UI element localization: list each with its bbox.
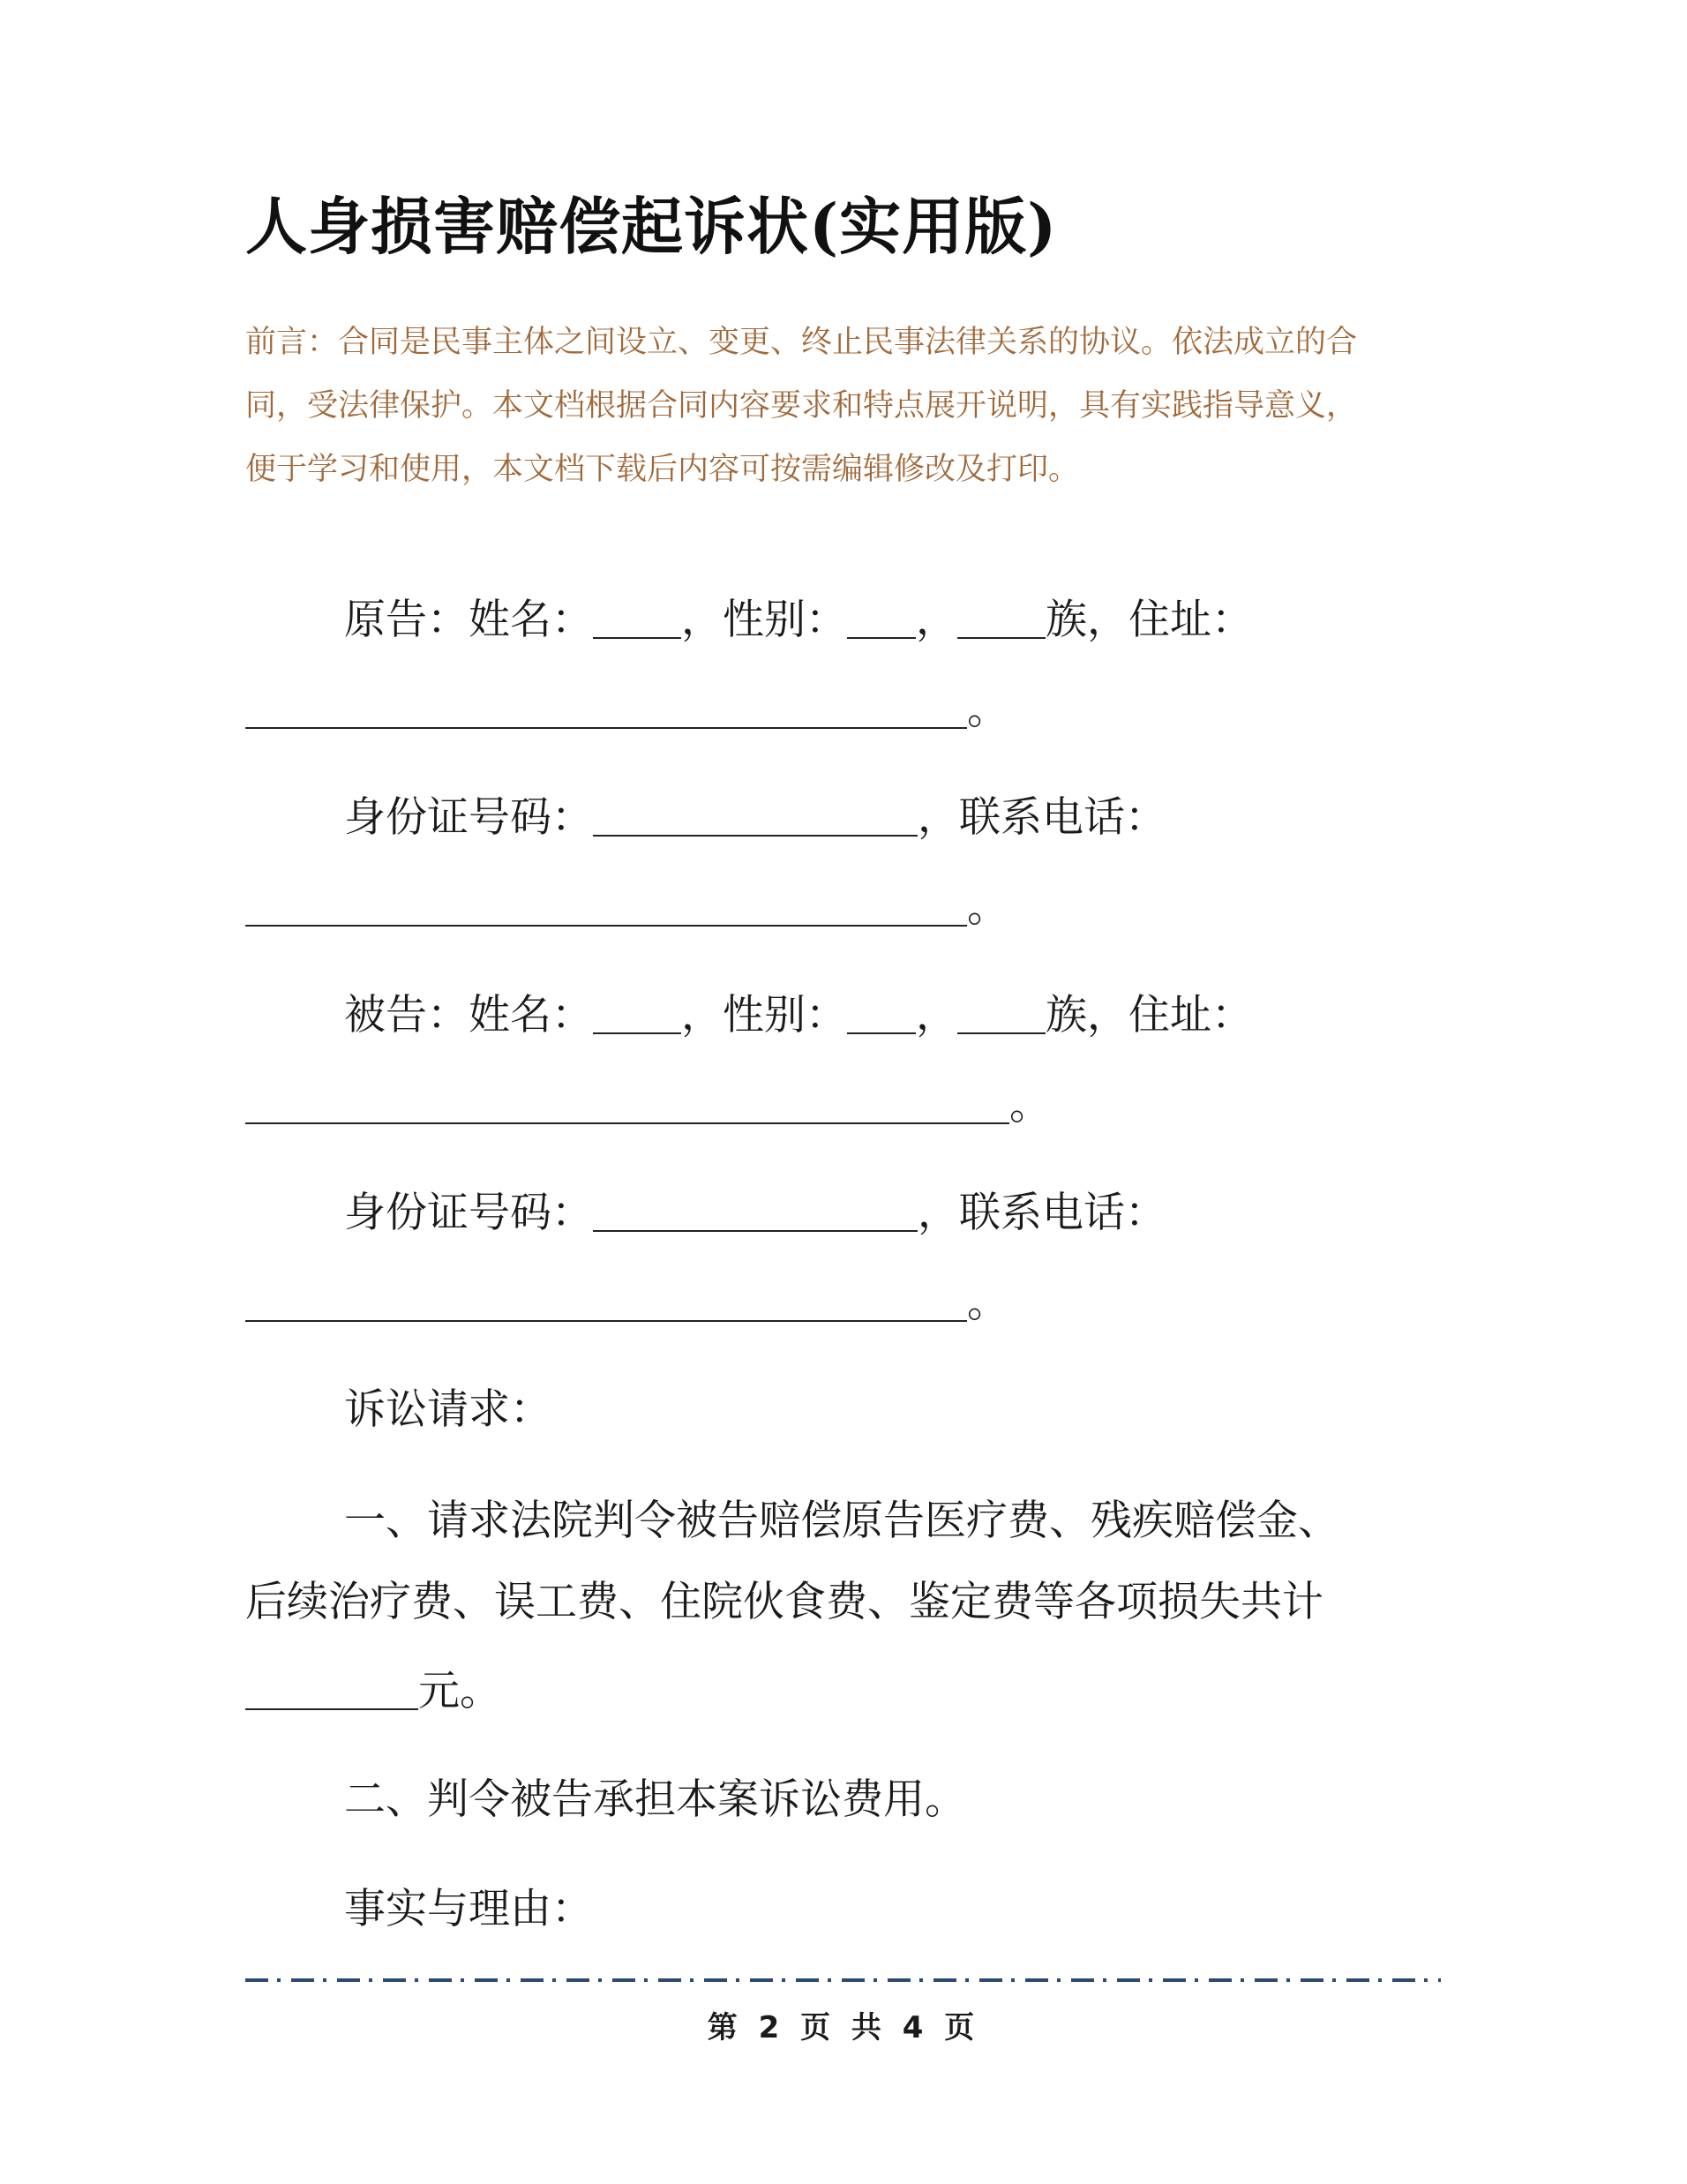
preface-line: 便于学习和使用，本文档下载后内容可按需编辑修改及打印。 (245, 452, 1080, 487)
plaintiff-id-label: 身份证号码： (344, 793, 593, 842)
claim-1-line-1: 一、请求法院判令被告赔偿原告医疗费、残疾赔偿金、 (344, 1497, 1339, 1545)
plaintiff-id-blank[interactable] (593, 799, 918, 837)
defendant-address-line (245, 1081, 1051, 1130)
separator-text: ， (916, 596, 957, 644)
plaintiff-name-line (344, 596, 1253, 644)
defendant-name-blank[interactable] (593, 997, 681, 1034)
defendant-name-line (344, 991, 1253, 1039)
period-text: 。 (967, 1279, 1008, 1327)
period-text: 。 (967, 883, 1008, 932)
defendant-phone-label: ，联系电话： (918, 1189, 1166, 1237)
plaintiff-address-label: 族，住址： (1046, 596, 1253, 644)
footer-divider (245, 1973, 1441, 1987)
defendant-address-label: 族，住址： (1046, 991, 1253, 1039)
period-text: 。 (967, 686, 1008, 734)
defendant-id-label: 身份证号码： (344, 1189, 593, 1237)
claims-heading: 诉讼请求： (344, 1385, 551, 1434)
defendant-gender-blank[interactable] (847, 997, 916, 1034)
defendant-name-label: 被告：姓名： (344, 991, 593, 1039)
page-number: 第 2 页 共 4 页 (707, 2010, 980, 2045)
defendant-phone-blank[interactable] (245, 1285, 967, 1322)
claim-2: 二、判令被告承担本案诉讼费用。 (344, 1775, 966, 1824)
defendant-address-blank[interactable] (245, 1087, 1009, 1124)
claim-1-line-2: 后续治疗费、误工费、住院伙食费、鉴定费等各项损失共计 (245, 1578, 1323, 1626)
plaintiff-ethnicity-blank[interactable] (957, 602, 1046, 639)
preface-line: 前言：合同是民事主体之间设立、变更、终止民事法律关系的协议。依法成立的合 (245, 325, 1358, 360)
plaintiff-name-label: 原告：姓名： (344, 596, 593, 644)
document-title: 人身损害赔偿起诉状(实用版) (245, 190, 1058, 263)
plaintiff-name-blank[interactable] (593, 602, 681, 639)
defendant-id-blank[interactable] (593, 1195, 918, 1232)
plaintiff-address-line (245, 686, 1008, 734)
plaintiff-gender-blank[interactable] (847, 602, 916, 639)
defendant-phone-line (245, 1279, 1008, 1327)
plaintiff-phone-line (245, 883, 1008, 932)
separator-text: ， (916, 991, 957, 1039)
claim-amount-blank[interactable] (245, 1673, 418, 1710)
plaintiff-address-blank[interactable] (245, 692, 967, 729)
period-text: 。 (1009, 1081, 1051, 1130)
facts-heading: 事实与理由： (344, 1885, 593, 1933)
defendant-gender-label: ，性别： (681, 991, 847, 1039)
claim-unit-text: 元。 (418, 1667, 501, 1715)
defendant-ethnicity-blank[interactable] (957, 997, 1046, 1034)
plaintiff-id-line (344, 793, 1166, 842)
plaintiff-gender-label: ，性别： (681, 596, 847, 644)
plaintiff-phone-label: ，联系电话： (918, 793, 1166, 842)
preface-line: 同，受法律保护。本文档根据合同内容要求和特点展开说明，具有实践指导意义， (245, 388, 1358, 424)
preface-block (245, 311, 1445, 501)
claim-1-line-3 (245, 1667, 501, 1715)
defendant-id-line (344, 1189, 1166, 1237)
plaintiff-phone-blank[interactable] (245, 889, 967, 927)
